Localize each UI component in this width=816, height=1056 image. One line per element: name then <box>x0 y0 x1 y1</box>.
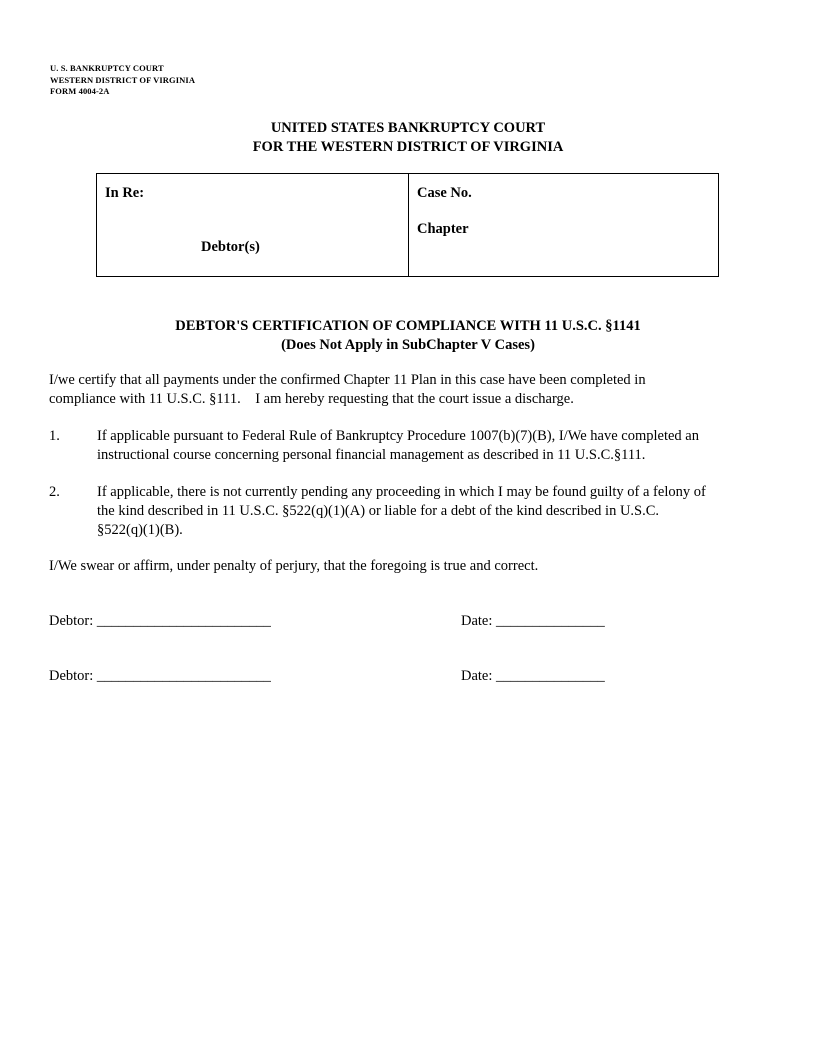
form-header-court: U. S. BANKRUPTCY COURT <box>50 63 164 73</box>
court-title-line1: UNITED STATES BANKRUPTCY COURT <box>270 120 546 136</box>
certification-title <box>0 317 816 355</box>
court-title <box>0 119 816 157</box>
date-line[interactable]: Date: _______________ <box>461 668 605 684</box>
intro-paragraph <box>49 371 779 409</box>
in-re-label: In Re: <box>105 185 145 201</box>
certification-heading: DEBTOR'S CERTIFICATION OF COMPLIANCE WITH 11 U.S.C. §1141 <box>175 318 641 334</box>
list-item-number: 2. <box>49 484 60 500</box>
form-header <box>50 63 195 98</box>
list-item-line: If applicable pursuant to Federal Rule of Bankruptcy Procedure 1007(b)(7)(B), I/We have completed an <box>97 428 699 444</box>
debtor-signature-line[interactable]: Debtor: ________________________ <box>49 668 271 684</box>
list-item-line: If applicable, there is not currently pending any proceeding in which I may be found guilty of a felony of <box>97 484 706 500</box>
list-item-text <box>97 427 787 465</box>
list-item-line: §522(q)(1)(B). <box>97 522 183 538</box>
intro-line-1: I/we certify that all payments under the confirmed Chapter 11 Plan in this case have been completed in <box>49 372 646 388</box>
case-number-label: Case No. <box>417 185 472 201</box>
list-item-number: 1. <box>49 428 60 444</box>
form-header-form-number: FORM 4004-2A <box>50 86 110 96</box>
caption-divider <box>408 174 409 276</box>
court-title-line2: FOR THE WESTERN DISTRICT OF VIRGINIA <box>252 139 564 155</box>
debtor-label: Debtor(s) <box>201 239 260 255</box>
list-item-line: the kind described in 11 U.S.C. §522(q)(1)(A) or liable for a debt of the kind described in U.S.C. <box>97 503 660 519</box>
debtor-signature-line[interactable]: Debtor: ________________________ <box>49 613 271 629</box>
date-line[interactable]: Date: _______________ <box>461 613 605 629</box>
certification-subheading: (Does Not Apply in SubChapter V Cases) <box>281 337 535 353</box>
form-header-district: WESTERN DISTRICT OF VIRGINIA <box>50 74 196 85</box>
case-caption-box <box>96 173 719 277</box>
chapter-label: Chapter <box>417 221 469 237</box>
list-item-text <box>97 483 787 540</box>
list-item-line: instructional course concerning personal financial management as described in 11 U.S.C.§111. <box>97 447 646 463</box>
intro-line-2: compliance with 11 U.S.C. §111. I am hereby requesting that the court issue a discharge. <box>49 391 574 407</box>
oath-statement: I/We swear or affirm, under penalty of perjury, that the foregoing is true and correct. <box>49 558 539 574</box>
